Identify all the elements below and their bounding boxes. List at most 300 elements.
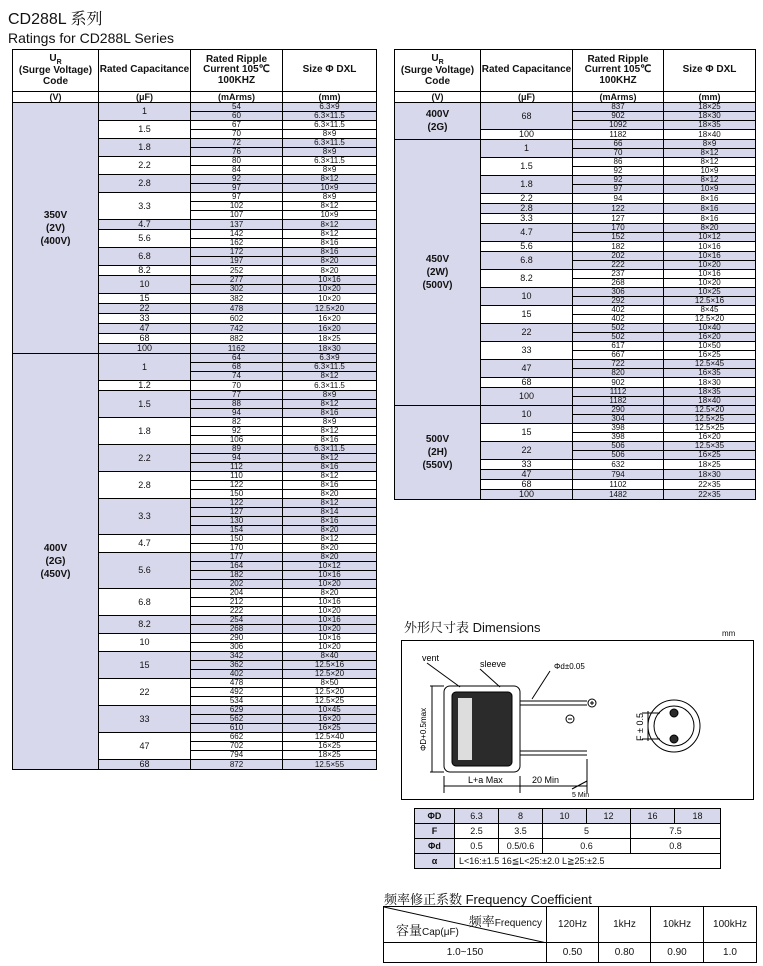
ripple-cell: 110	[191, 472, 283, 481]
size-cell: 10×50	[664, 342, 756, 351]
ripple-cell: 74	[191, 372, 283, 381]
ripple-cell: 629	[191, 706, 283, 715]
size-cell: 8×12	[283, 175, 377, 184]
ripple-cell: 122	[191, 481, 283, 490]
capacitance-cell: 15	[99, 652, 191, 679]
unit-capacitance: (μF)	[99, 92, 191, 103]
capacitance-cell: 2.2	[99, 157, 191, 175]
ripple-cell: 92	[573, 176, 664, 185]
ripple-cell: 172	[191, 248, 283, 257]
size-cell: 6.3×11.5	[283, 381, 377, 391]
size-cell: 18×30	[664, 112, 756, 121]
size-cell: 6.3×11.5	[283, 112, 377, 121]
size-cell: 8×20	[283, 526, 377, 535]
ripple-cell: 182	[191, 571, 283, 580]
dim-label-a: α	[415, 854, 455, 869]
header-code: $U_R$ (Surge Voltage) Code	[13, 50, 99, 92]
size-cell: 8×12	[283, 202, 377, 211]
size-cell: 8×16	[283, 248, 377, 257]
size-cell: 10×9	[283, 211, 377, 220]
freq-value-1: 0.80	[599, 943, 651, 963]
ripple-cell: 304	[573, 415, 664, 424]
size-cell: 10×9	[664, 167, 756, 176]
ripple-cell: 66	[573, 140, 664, 149]
capacitance-cell: 1	[99, 103, 191, 121]
size-cell: 8×9	[283, 148, 377, 157]
freq-10khz: 10kHz	[651, 907, 704, 943]
ripple-cell: 702	[191, 742, 283, 751]
dim-label-d: Φd	[415, 839, 455, 854]
freq-1khz: 1kHz	[599, 907, 651, 943]
unit-voltage: (V)	[13, 92, 99, 103]
ripple-cell: 162	[191, 239, 283, 248]
capacitance-cell: 6.8	[481, 252, 573, 270]
ripple-cell: 254	[191, 616, 283, 625]
capacitance-cell: 22	[99, 304, 191, 314]
capacitance-cell: 8.2	[481, 270, 573, 288]
capacitance-cell: 1	[481, 140, 573, 158]
size-cell: 10×16	[664, 270, 756, 279]
size-cell: 12.5×25	[664, 415, 756, 424]
capacitance-cell: 2.8	[481, 204, 573, 214]
ripple-cell: 1182	[573, 130, 664, 140]
voltage-group-cell: 400V (2G) (450V)	[13, 354, 99, 770]
size-cell: 16×20	[283, 324, 377, 334]
ripple-cell: 222	[573, 261, 664, 270]
size-cell: 10×40	[664, 324, 756, 333]
ripple-cell: 617	[573, 342, 664, 351]
ripple-cell: 872	[191, 760, 283, 770]
page-subtitle: Ratings for CD288L Series	[8, 30, 175, 46]
ripple-cell: 478	[191, 679, 283, 688]
ripple-cell: 150	[191, 535, 283, 544]
dimension-diagram	[401, 640, 754, 800]
ripple-cell: 342	[191, 652, 283, 661]
capacitance-cell: 47	[481, 470, 573, 480]
dimensions-title: 外形尺寸表 Dimensions	[404, 620, 541, 635]
size-cell: 12.5×55	[283, 760, 377, 770]
ripple-cell: 212	[191, 598, 283, 607]
table-row	[13, 354, 377, 363]
size-cell: 8×12	[283, 535, 377, 544]
size-cell: 8×16	[283, 239, 377, 248]
size-cell: 8×12	[283, 454, 377, 463]
size-cell: 8×16	[283, 436, 377, 445]
size-cell: 18×30	[664, 470, 756, 480]
size-cell: 10×16	[664, 242, 756, 252]
ripple-cell: 662	[191, 733, 283, 742]
header-capacitance: Rated Capacitance	[481, 50, 573, 92]
dim-D-1: 8	[499, 809, 543, 824]
ripple-cell: 72	[191, 139, 283, 148]
ripple-cell: 182	[573, 242, 664, 252]
size-cell: 10×20	[283, 294, 377, 304]
header-ripple: Rated Ripple Current 105℃ 100KHZ	[191, 50, 283, 92]
size-cell: 8×16	[283, 409, 377, 418]
ripple-cell: 97	[191, 184, 283, 193]
capacitance-cell: 5.6	[481, 242, 573, 252]
ripple-cell: 820	[573, 369, 664, 378]
ripple-cell: 177	[191, 553, 283, 562]
capacitance-cell: 2.2	[99, 445, 191, 472]
ripple-cell: 68	[191, 363, 283, 372]
ripple-cell: 202	[191, 580, 283, 589]
size-cell: 12.5×16	[283, 661, 377, 670]
ripple-cell: 632	[573, 460, 664, 470]
ratings-table-left	[12, 49, 377, 770]
label-la: L+a Max	[468, 775, 503, 785]
label-phiD: ΦD+0.5max	[419, 707, 428, 751]
capacitance-cell: 10	[99, 276, 191, 294]
dim-F-1: 3.5	[499, 824, 543, 839]
size-cell: 8×16	[283, 517, 377, 526]
size-cell: 18×40	[664, 397, 756, 406]
capacitance-cell: 22	[481, 324, 573, 342]
ripple-cell: 794	[573, 470, 664, 480]
capacitance-cell: 33	[481, 460, 573, 470]
ripple-cell: 122	[191, 499, 283, 508]
capacitance-cell: 1.8	[99, 418, 191, 445]
ripple-cell: 492	[191, 688, 283, 697]
size-cell: 10×9	[664, 185, 756, 194]
size-cell: 16×25	[664, 451, 756, 460]
header-code: $U_R$ (Surge Voltage) Code	[395, 50, 481, 92]
dim-F-2: 5	[543, 824, 631, 839]
size-cell: 8×9	[283, 130, 377, 139]
ripple-cell: 402	[573, 306, 664, 315]
capacitance-cell: 15	[99, 294, 191, 304]
size-cell: 12.5×40	[283, 733, 377, 742]
capacitance-cell: 68	[99, 760, 191, 770]
size-cell: 18×35	[664, 388, 756, 397]
capacitance-cell: 22	[99, 679, 191, 706]
voltage-group-cell: 450V (2W) (500V)	[395, 140, 481, 406]
ripple-cell: 112	[191, 463, 283, 472]
size-cell: 16×20	[664, 433, 756, 442]
size-cell: 12.5×16	[664, 297, 756, 306]
ripple-cell: 80	[191, 157, 283, 166]
size-cell: 12.5×20	[283, 670, 377, 679]
size-cell: 18×30	[283, 344, 377, 354]
header-ripple: Rated Ripple Current 105℃ 100KHZ	[573, 50, 664, 92]
size-cell: 10×20	[664, 261, 756, 270]
freq-120hz: 120Hz	[547, 907, 599, 943]
size-cell: 16×25	[283, 742, 377, 751]
ripple-cell: 130	[191, 517, 283, 526]
page-title: CD288L 系列	[8, 11, 103, 28]
size-cell: 8×16	[664, 204, 756, 214]
size-cell: 18×30	[664, 378, 756, 388]
ripple-cell: 70	[573, 149, 664, 158]
ripple-cell: 610	[191, 724, 283, 733]
freq-value-2: 0.90	[651, 943, 704, 963]
capacitance-cell: 2.2	[481, 194, 573, 204]
capacitance-cell: 15	[481, 306, 573, 324]
ripple-cell: 122	[573, 204, 664, 214]
frequency-table	[383, 906, 757, 963]
header-capacitance: Rated Capacitance	[99, 50, 191, 92]
ripple-cell: 94	[191, 409, 283, 418]
freq-row-label: 1.0~150	[384, 943, 547, 963]
size-cell: 6.3×9	[283, 354, 377, 363]
size-cell: 12.5×45	[664, 360, 756, 369]
ripple-cell: 362	[191, 661, 283, 670]
ripple-cell: 306	[573, 288, 664, 297]
ripple-cell: 722	[573, 360, 664, 369]
size-cell: 8×12	[283, 220, 377, 230]
size-cell: 8×12	[283, 499, 377, 508]
size-cell: 10×12	[664, 233, 756, 242]
size-cell: 16×20	[664, 333, 756, 342]
ripple-cell: 127	[191, 508, 283, 517]
ripple-cell: 92	[573, 167, 664, 176]
ripple-cell: 154	[191, 526, 283, 535]
size-cell: 6.3×11.5	[283, 121, 377, 130]
capacitance-cell: 2.8	[99, 175, 191, 193]
size-cell: 8×20	[283, 490, 377, 499]
capacitance-cell: 47	[481, 360, 573, 378]
ripple-cell: 252	[191, 266, 283, 276]
size-cell: 10×20	[283, 643, 377, 652]
size-cell: 10×16	[283, 634, 377, 643]
unit-size: (mm)	[664, 92, 756, 103]
ripple-cell: 152	[573, 233, 664, 242]
ripple-cell: 82	[191, 418, 283, 427]
ripple-cell: 902	[573, 112, 664, 121]
size-cell: 8×20	[283, 257, 377, 266]
dim-label-F: F	[415, 824, 455, 839]
size-cell: 12.5×20	[283, 688, 377, 697]
capacitance-cell: 8.2	[99, 266, 191, 276]
ripple-cell: 54	[191, 103, 283, 112]
label-phid: Φd±0.05	[554, 662, 585, 671]
size-cell: 8×40	[283, 652, 377, 661]
voltage-group-cell: 350V (2V) (400V)	[13, 103, 99, 354]
capacitance-cell: 100	[481, 130, 573, 140]
ripple-cell: 502	[573, 324, 664, 333]
ripple-cell: 70	[191, 130, 283, 139]
dimensions-unit: mm	[722, 629, 736, 638]
label-f: F ± 0.5	[635, 713, 645, 741]
size-cell: 8×20	[283, 589, 377, 598]
size-cell: 10×16	[283, 616, 377, 625]
size-cell: 18×35	[664, 121, 756, 130]
size-cell: 10×25	[664, 288, 756, 297]
size-cell: 8×9	[664, 140, 756, 149]
capacitance-cell: 4.7	[99, 220, 191, 230]
dim-D-0: 6.3	[455, 809, 499, 824]
capacitance-cell: 4.7	[481, 224, 573, 242]
capacitance-cell: 10	[99, 634, 191, 652]
ripple-cell: 102	[191, 202, 283, 211]
ripple-cell: 306	[191, 643, 283, 652]
size-cell: 10×20	[664, 279, 756, 288]
freq-header-cn: 频率	[468, 914, 495, 929]
size-cell: 8×12	[664, 158, 756, 167]
freq-100khz: 100kHz	[704, 907, 757, 943]
freq-value-3: 1.0	[704, 943, 757, 963]
ripple-cell: 268	[191, 625, 283, 634]
ripple-cell: 92	[191, 175, 283, 184]
dim-d-2: 0.6	[543, 839, 631, 854]
ripple-cell: 164	[191, 562, 283, 571]
size-cell: 8×14	[283, 508, 377, 517]
size-cell: 10×16	[283, 571, 377, 580]
unit-size: (mm)	[283, 92, 377, 103]
capacitance-cell: 68	[481, 378, 573, 388]
ripple-cell: 92	[191, 427, 283, 436]
ripple-cell: 67	[191, 121, 283, 130]
label-20min: 20 Min	[532, 775, 560, 785]
size-cell: 10×9	[283, 184, 377, 193]
ripple-cell: 150	[191, 490, 283, 499]
size-cell: 22×35	[664, 490, 756, 500]
size-cell: 10×20	[283, 607, 377, 616]
capacitance-cell: 2.8	[99, 472, 191, 499]
size-cell: 6.3×11.5	[283, 139, 377, 148]
capacitance-cell: 1.5	[99, 391, 191, 418]
dim-D-5: 18	[675, 809, 721, 824]
capacitance-cell: 100	[481, 490, 573, 500]
size-cell: 18×25	[283, 334, 377, 344]
dim-d-1: 0.5/0.6	[499, 839, 543, 854]
ripple-cell: 277	[191, 276, 283, 285]
ripple-cell: 97	[191, 193, 283, 202]
ripple-cell: 1182	[573, 397, 664, 406]
capacitor-drawing	[402, 641, 753, 799]
ripple-cell: 882	[191, 334, 283, 344]
ripple-cell: 84	[191, 166, 283, 175]
ripple-cell: 237	[573, 270, 664, 279]
capacitance-cell: 100	[481, 388, 573, 406]
capacitance-cell: 100	[99, 344, 191, 354]
size-cell: 8×12	[283, 400, 377, 409]
ripple-cell: 742	[191, 324, 283, 334]
ripple-cell: 86	[573, 158, 664, 167]
capacitance-cell: 68	[99, 334, 191, 344]
size-cell: 8×12	[283, 372, 377, 381]
ripple-cell: 107	[191, 211, 283, 220]
table-row	[395, 103, 756, 112]
capacitance-cell: 1	[99, 354, 191, 381]
size-cell: 10×16	[283, 598, 377, 607]
capacitance-cell: 33	[99, 314, 191, 324]
dim-d-0: 0.5	[455, 839, 499, 854]
size-cell: 18×25	[664, 103, 756, 112]
size-cell: 12.5×25	[283, 697, 377, 706]
ripple-cell: 1112	[573, 388, 664, 397]
unit-capacitance: (μF)	[481, 92, 573, 103]
ratings-table-right	[394, 49, 756, 500]
ripple-cell: 302	[191, 285, 283, 294]
voltage-group-cell: 400V (2G)	[395, 103, 481, 140]
capacitance-cell: 1.2	[99, 381, 191, 391]
size-cell: 8×12	[283, 230, 377, 239]
size-cell: 12.5×20	[664, 315, 756, 324]
freq-header-cell	[384, 907, 547, 943]
size-cell: 8×16	[664, 214, 756, 224]
ripple-cell: 562	[191, 715, 283, 724]
size-cell: 16×20	[283, 314, 377, 324]
size-cell: 8×16	[283, 481, 377, 490]
ripple-cell: 382	[191, 294, 283, 304]
ripple-cell: 97	[573, 185, 664, 194]
ripple-cell: 106	[191, 436, 283, 445]
size-cell: 8×20	[283, 266, 377, 276]
size-cell: 12.5×20	[283, 304, 377, 314]
size-cell: 6.3×11.5	[283, 445, 377, 454]
size-cell: 8×50	[283, 679, 377, 688]
capacitance-cell: 1.8	[481, 176, 573, 194]
ripple-cell: 502	[573, 333, 664, 342]
ripple-cell: 602	[191, 314, 283, 324]
capacitance-cell: 6.8	[99, 248, 191, 266]
size-cell: 10×12	[283, 562, 377, 571]
ripple-cell: 1092	[573, 121, 664, 130]
ripple-cell: 402	[573, 315, 664, 324]
ripple-cell: 667	[573, 351, 664, 360]
size-cell: 12.5×25	[664, 424, 756, 433]
capacitance-cell: 8.2	[99, 616, 191, 634]
ripple-cell: 64	[191, 354, 283, 363]
size-cell: 10×45	[283, 706, 377, 715]
ripple-cell: 88	[191, 400, 283, 409]
size-cell: 6.3×9	[283, 103, 377, 112]
ripple-cell: 534	[191, 697, 283, 706]
ripple-cell: 794	[191, 751, 283, 760]
size-cell: 18×40	[664, 130, 756, 140]
ripple-cell: 137	[191, 220, 283, 230]
ripple-cell: 402	[191, 670, 283, 679]
unit-voltage: (V)	[395, 92, 481, 103]
label-vent: vent	[422, 653, 440, 663]
ripple-cell: 1102	[573, 480, 664, 490]
capacitance-cell: 1.5	[99, 121, 191, 139]
capacitor-body	[427, 663, 596, 793]
capacitance-cell: 33	[481, 342, 573, 360]
size-cell: 8×16	[664, 194, 756, 204]
ripple-cell: 94	[191, 454, 283, 463]
capacitance-cell: 3.3	[481, 214, 573, 224]
size-cell: 8×9	[283, 391, 377, 400]
ripple-cell: 398	[573, 433, 664, 442]
ripple-cell: 170	[191, 544, 283, 553]
dim-D-4: 16	[631, 809, 675, 824]
size-cell: 10×16	[664, 252, 756, 261]
ripple-cell: 290	[573, 406, 664, 415]
dim-D-3: 12	[587, 809, 631, 824]
header-size: Size Φ DXL	[283, 50, 377, 92]
capacitance-cell: 5.6	[99, 553, 191, 589]
ripple-cell: 60	[191, 112, 283, 121]
capacitance-cell: 4.7	[99, 535, 191, 553]
size-cell: 8×9	[283, 418, 377, 427]
table-row	[395, 406, 756, 415]
capacitance-cell: 6.8	[99, 589, 191, 616]
size-cell: 10×20	[283, 285, 377, 294]
size-cell: 6.3×11.5	[283, 363, 377, 372]
size-cell: 10×20	[283, 625, 377, 634]
ripple-cell: 506	[573, 442, 664, 451]
ripple-cell: 77	[191, 391, 283, 400]
size-cell: 8×9	[283, 193, 377, 202]
ripple-cell: 89	[191, 445, 283, 454]
dim-F-0: 2.5	[455, 824, 499, 839]
label-5min: 5 Min	[572, 792, 590, 799]
capacitance-cell: 47	[99, 733, 191, 760]
size-cell: 8×20	[664, 224, 756, 233]
ripple-cell: 204	[191, 589, 283, 598]
